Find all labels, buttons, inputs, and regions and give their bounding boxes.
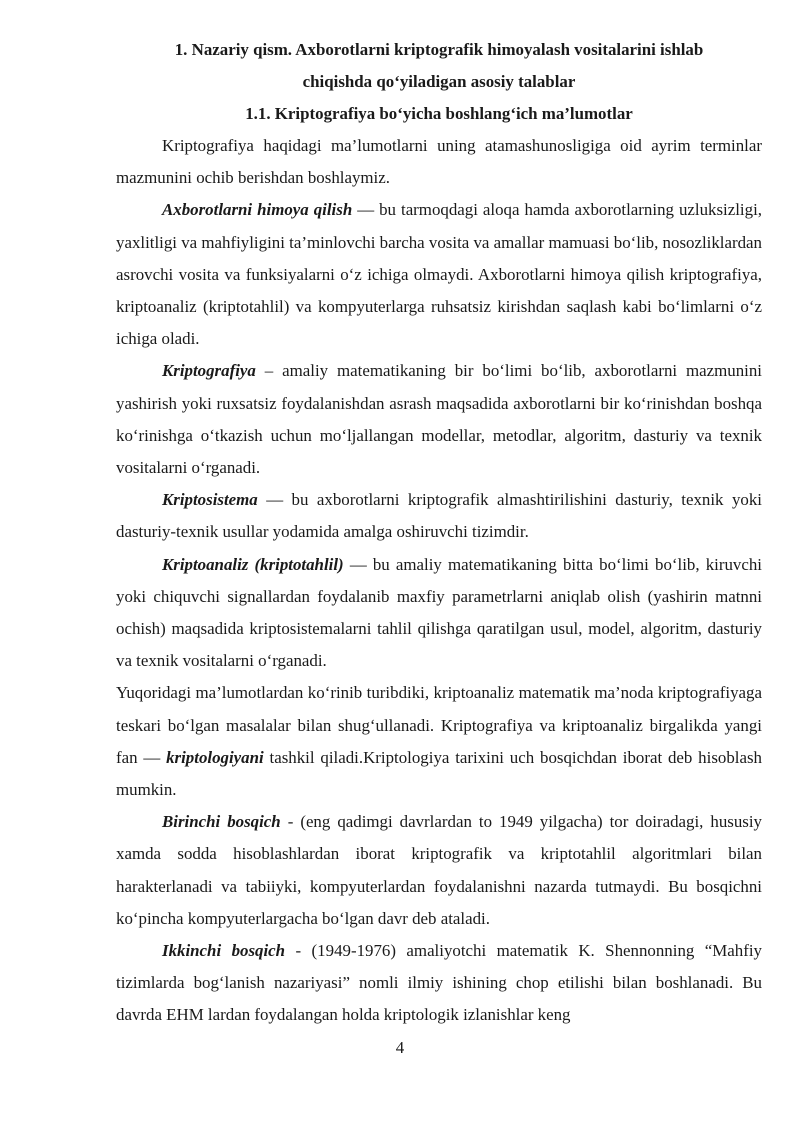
subsection-heading: 1.1. Kriptografiya bo‘yicha boshlang‘ich ma’lumotlar <box>245 104 633 123</box>
term-kriptografiya: Kriptografiya <box>162 361 256 381</box>
paragraph-kriptosistema <box>116 484 762 548</box>
section-heading-line-1: 1. Nazariy qism. Axborotlarni kriptografik himoyalash vositalarini ishlab <box>174 40 704 59</box>
term-kriptologiya: kriptologiyani <box>166 747 264 767</box>
term-axborotlarni-himoya: Axborotlarni himoya qilish <box>162 200 353 220</box>
paragraph-text: – amaliy matematikaning bir bo‘limi bo‘lib, axborotlarni mazmunini yashirish yoki ruxsatsiz foydalanishdan asrash maqsadida axborotlarni bir ko‘rinishdan boshqa ko‘rinishga o‘tkazish uchun mo‘ljallangan modellar, metodlar, algoritm, dasturiy va texnik vositalarni o‘rganadi. <box>116 361 762 478</box>
paragraph-birinchi-bosqich <box>116 806 762 935</box>
term-ikkinchi-bosqich: Ikkinchi bosqich <box>162 941 286 961</box>
paragraph-axborot-himoya <box>116 194 762 355</box>
paragraph-kriptologiya <box>116 677 762 806</box>
paragraph-text: — bu tarmoqdagi aloqa hamda axborotlarning uzluksizligi, yaxlitligi va mahfiyligini ta’minlovchi barcha vosita va amallar mamuasi bo‘lib, nosozliklardan asrovchi vosita va funksiyalarni o‘z ichiga olmaydi. Axborotlarni himoya qilish kriptografiya, kriptoanaliz (kriptotahlil) va kompyuterlarga ruhsatsiz kirishdan saqlash kabi bo‘limlarni o‘z ichiga oladi. <box>116 200 762 349</box>
paragraph-text: — bu amaliy matematikaning bitta bo‘limi bo‘lib, kiruvchi yoki chiquvchi signallardan foydalanib maxfiy parametrlarni aniqlab olish (yashirin matnni ochish) maqsadida kriptosistemalarni tahlil qilishga qaratilgan usul, model, algoritm, dasturiy va texnik vositalarni o‘rganadi. <box>116 554 762 671</box>
paragraph-ikkinchi-bosqich <box>116 935 762 1032</box>
paragraph-kriptografiya <box>116 355 762 484</box>
paragraph-text: Yuqoridagi ma’lumotlardan ko‘rinib turibdiki, kriptoanaliz matematik ma’noda kriptografiyaga teskari bo‘lgan masalalar bilan shug‘ullanadi. Kriptografiya va kriptoanaliz birgalikda yangi fan — <box>116 683 762 767</box>
paragraph-text: — bu axborotlarni kriptografik almashtirilishini dasturiy, texnik yoki dasturiy-texnik usullar yodamida amalga oshiruvchi tizimdir. <box>116 490 762 542</box>
term-birinchi-bosqich: Birinchi bosqich <box>162 812 281 832</box>
document-page <box>116 34 762 1032</box>
paragraph-text: - (1949-1976) amaliyotchi matematik K. Shennonning “Mahfiy tizimlarda bog‘lanish nazariyasi” nomli ilmiy ishining chop etilishi bilan boshlanadi. Bu davrda EHM lardan foydalangan holda kriptologik izlanishlar keng <box>116 941 762 1025</box>
term-kriptoanaliz: Kriptoanaliz (kriptotahlil) <box>162 554 344 574</box>
section-heading-line-2: chiqishda qo‘yiladigan asosiy talablar <box>302 72 576 91</box>
paragraph-kriptoanaliz <box>116 549 762 678</box>
paragraph-text: - (eng qadimgi davrlardan to 1949 yilgacha) tor doiradagi, hususiy xamda sodda hisoblashlardan iborat kriptografik va kriptotahlil algoritmlari bilan harakterlanadi va tabiiyki, kompyuterlardan foydalanishni nazarda tutmaydi. Bu bosqichni ko‘pincha kompyuterlargacha bo‘lgan davr deb ataladi. <box>116 812 762 928</box>
page-number: 4 <box>395 1038 405 1057</box>
term-kriptosistema: Kriptosistema <box>162 490 258 510</box>
paragraph-intro: Kriptografiya haqidagi ma’lumotlarni uning atamashunosligiga oid ayrim terminlar mazmunini ochib berishdan boshlaymiz. <box>116 136 762 188</box>
paragraph-text: tashkil qiladi.Kriptologiya tarixini uch bosqichdan iborat deb hisoblash mumkin. <box>116 747 762 800</box>
